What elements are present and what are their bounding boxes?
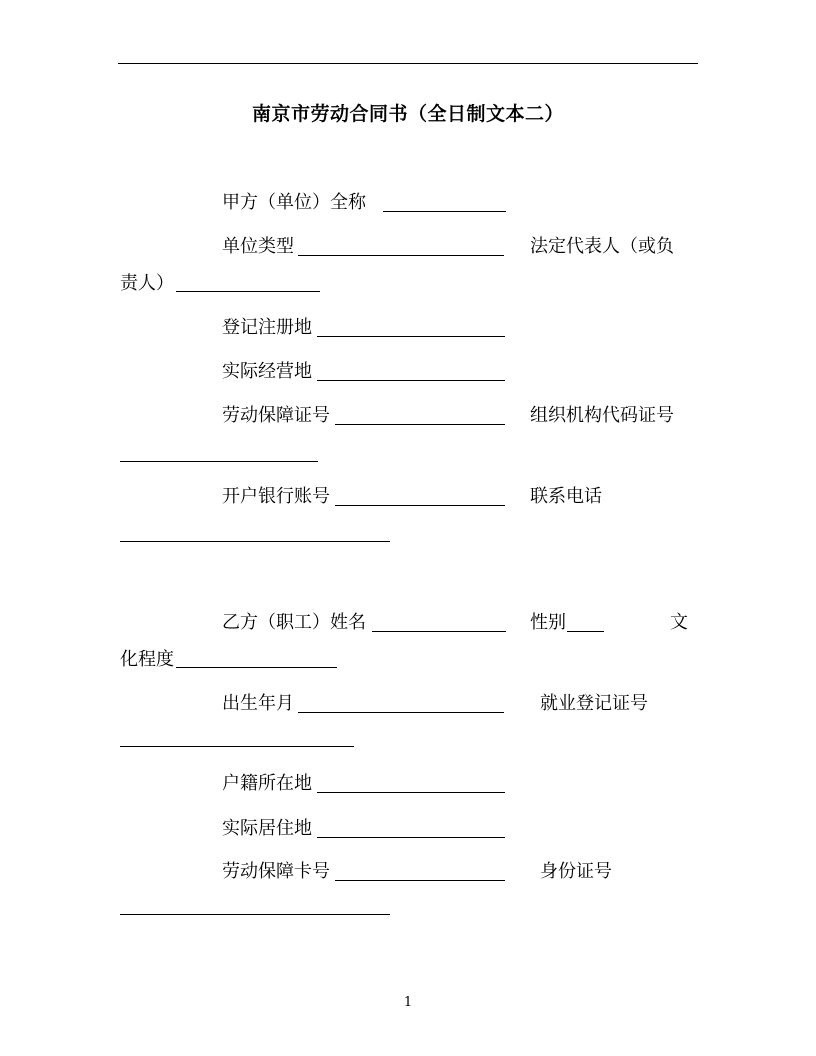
org-code-cert-field[interactable] bbox=[120, 461, 318, 462]
business-address-field[interactable] bbox=[317, 380, 505, 381]
education-label-part1: 文 bbox=[670, 612, 688, 633]
party-a-full-name-label: 甲方（单位）全称 bbox=[222, 192, 366, 213]
party-a-full-name-field[interactable] bbox=[383, 211, 506, 212]
registered-address-label: 登记注册地 bbox=[222, 317, 312, 338]
org-code-cert-label: 组织机构代码证号 bbox=[530, 405, 674, 426]
business-address-label: 实际经营地 bbox=[222, 361, 312, 382]
education-field[interactable] bbox=[176, 667, 337, 668]
bank-account-label: 开户银行账号 bbox=[222, 486, 330, 507]
party-b-name-field[interactable] bbox=[372, 631, 506, 632]
unit-type-label: 单位类型 bbox=[222, 236, 294, 257]
household-address-field[interactable] bbox=[317, 792, 505, 793]
labor-security-cert-field[interactable] bbox=[335, 424, 505, 425]
education-label-part2: 化程度 bbox=[120, 649, 174, 670]
header-rule bbox=[118, 63, 698, 64]
phone-label: 联系电话 bbox=[530, 486, 602, 507]
birth-label: 出生年月 bbox=[222, 693, 294, 714]
legal-rep-field[interactable] bbox=[176, 291, 320, 292]
residence-label: 实际居住地 bbox=[222, 818, 312, 839]
bank-account-field[interactable] bbox=[335, 505, 505, 506]
residence-field[interactable] bbox=[317, 837, 505, 838]
unit-type-field[interactable] bbox=[298, 255, 504, 256]
registered-address-field[interactable] bbox=[317, 336, 505, 337]
phone-field[interactable] bbox=[120, 541, 390, 542]
employment-reg-field[interactable] bbox=[120, 746, 354, 747]
labor-security-card-field[interactable] bbox=[335, 880, 505, 881]
household-address-label: 户籍所在地 bbox=[222, 773, 312, 794]
gender-label: 性别 bbox=[530, 612, 566, 633]
birth-field[interactable] bbox=[298, 712, 504, 713]
party-b-name-label: 乙方（职工）姓名 bbox=[222, 612, 366, 633]
gender-field[interactable] bbox=[567, 631, 604, 632]
legal-rep-label-part2: 责人） bbox=[120, 273, 174, 294]
document-title: 南京市劳动合同书（全日制文本二） bbox=[251, 103, 564, 125]
labor-security-card-label: 劳动保障卡号 bbox=[222, 861, 330, 882]
employment-reg-label: 就业登记证号 bbox=[540, 693, 648, 714]
id-card-field[interactable] bbox=[120, 914, 390, 915]
id-card-label: 身份证号 bbox=[540, 861, 612, 882]
page-number: 1 bbox=[403, 995, 413, 1010]
legal-rep-label-part1: 法定代表人（或负 bbox=[530, 236, 674, 257]
labor-security-cert-label: 劳动保障证号 bbox=[222, 405, 330, 426]
